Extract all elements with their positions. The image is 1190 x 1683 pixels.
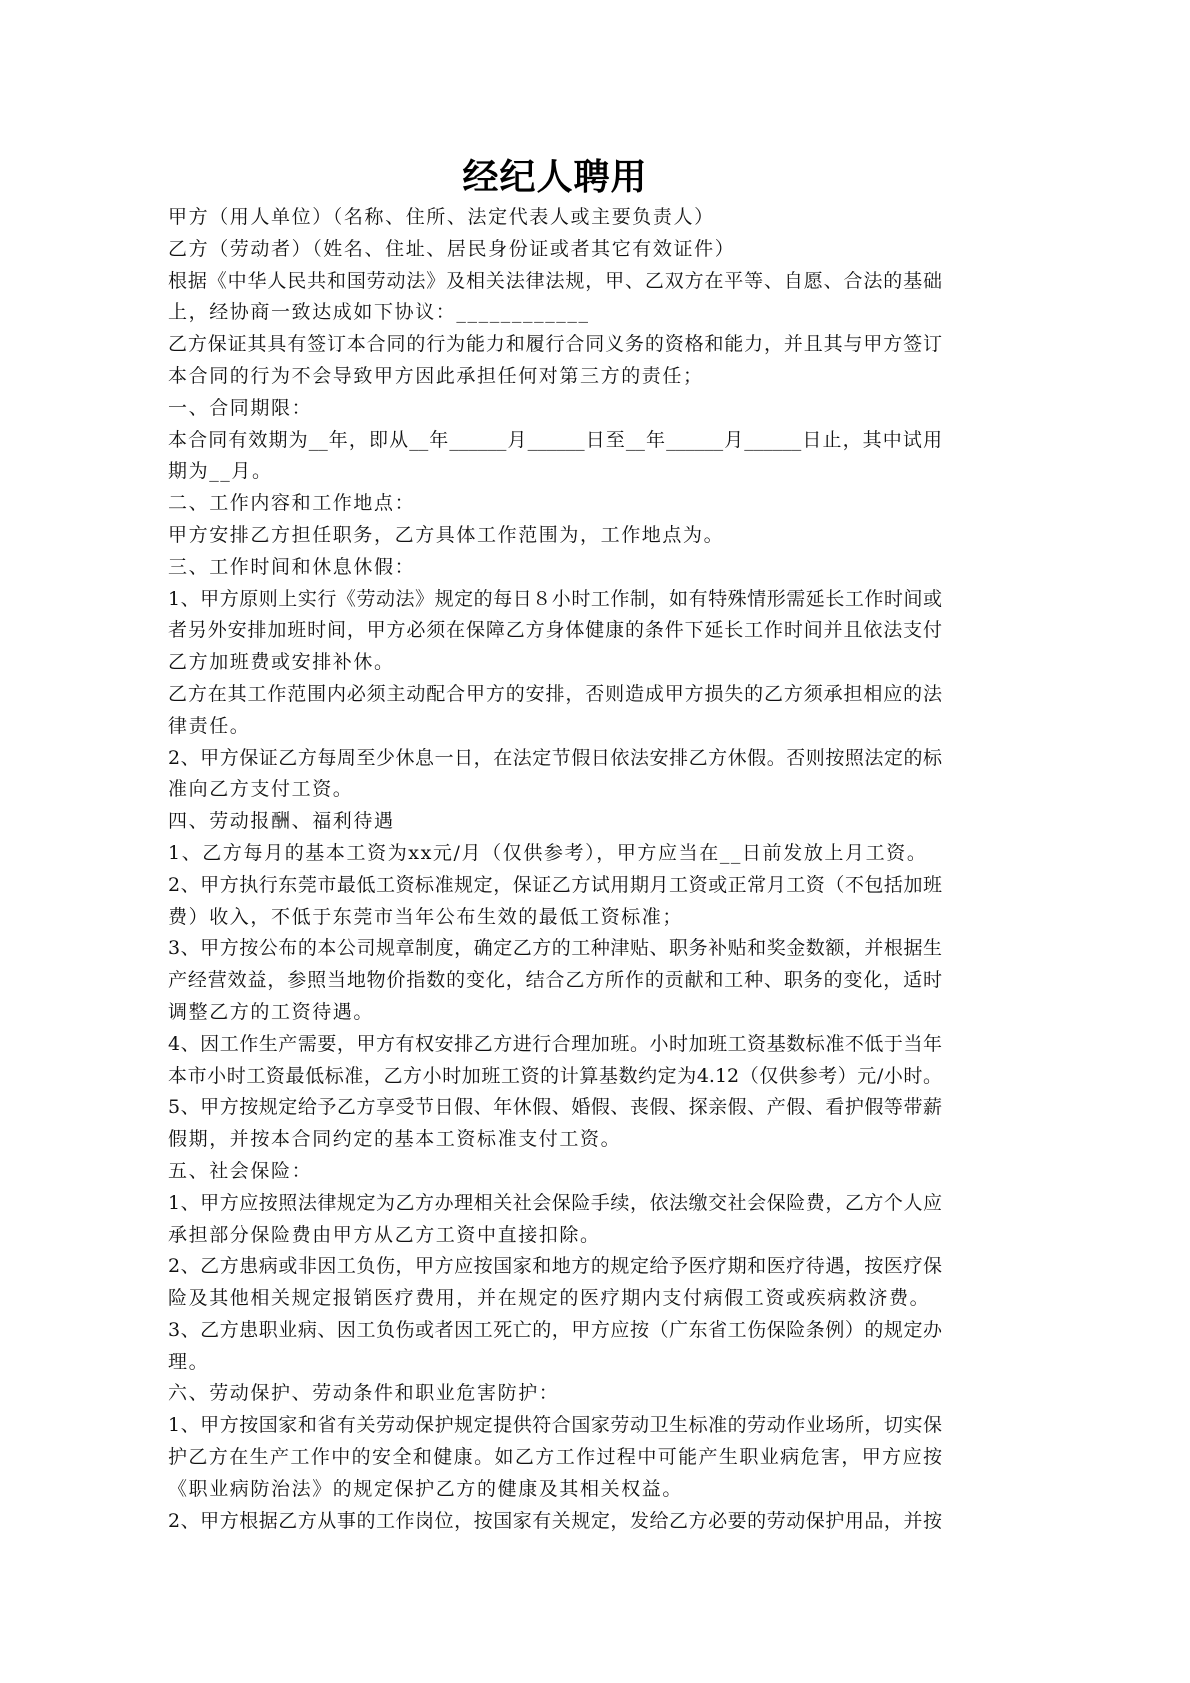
document-line: 二、工作内容和工作地点：	[168, 492, 416, 515]
document-line: 4、因工作生产需要，甲方有权安排乙方进行合理加班。小时加班工资基数标准不低于当年	[168, 1032, 942, 1055]
document-line: 2、乙方患病或非因工负伤，甲方应按国家和地方的规定给予医疗期和医疗待遇，按医疗保	[168, 1255, 942, 1278]
document-line: 调整乙方的工资待遇。	[168, 1000, 375, 1023]
document-line: 律责任。	[168, 714, 251, 737]
document-line: 1、乙方每月的基本工资为xx元/月（仅供参考），甲方应当在__日前发放上月工资。	[168, 841, 928, 864]
document-line: 乙方加班费或安排补休。	[168, 651, 395, 674]
document-line: 四、劳动报酬、福利待遇	[168, 810, 395, 833]
document-line: 乙方保证其具有签订本合同的行为能力和履行合同义务的资格和能力，并且其与甲方签订	[168, 333, 942, 356]
document-line: 五、社会保险：	[168, 1159, 313, 1182]
document-line: 本合同有效期为__年，即从__年______月______日至__年______月______日止，其中试用	[168, 428, 942, 451]
document-line: 险及其他相关规定报销医疗费用，并在规定的医疗期内支付病假工资或疾病救济费。	[168, 1287, 931, 1310]
document-line: 根据《中华人民共和国劳动法》及相关法律法规，甲、乙双方在平等、自愿、合法的基础	[168, 269, 942, 292]
document-line: 甲方安排乙方担任职务，乙方具体工作范围为，工作地点为。	[168, 523, 725, 546]
document-line: 3、甲方按公布的本公司规章制度，确定乙方的工种津贴、职务补贴和奖金数额，并根据生	[168, 937, 942, 960]
document-line: 2、甲方根据乙方从事的工作岗位，按国家有关规定，发给乙方必要的劳动保护用品，并按	[168, 1509, 942, 1532]
document-line: 者另外安排加班时间，甲方必须在保障乙方身体健康的条件下延长工作时间并且依法支付	[168, 619, 942, 642]
document-line: 本市小时工资最低标准，乙方小时加班工资的计算基数约定为4.12（仅供参考）元/小时。	[168, 1064, 942, 1087]
document-line: 期为__月。	[168, 460, 273, 483]
document-line: 一、合同期限：	[168, 396, 313, 419]
document-line: 1、甲方原则上实行《劳动法》规定的每日８小时工作制，如有特殊情形需延长工作时间或	[168, 587, 942, 610]
document-line: 准向乙方支付工资。	[168, 778, 354, 801]
document-line: 2、甲方保证乙方每周至少休息一日，在法定节假日依法安排乙方休假。否则按照法定的标	[168, 746, 942, 769]
document-line: 甲方（用人单位）（名称、住所、法定代表人或主要负责人）	[168, 206, 715, 228]
document-line: 3、乙方患职业病、因工负伤或者因工死亡的，甲方应按（广东省工伤保险条例）的规定办	[168, 1318, 942, 1341]
document-line: 1、甲方应按照法律规定为乙方办理相关社会保险手续，依法缴交社会保险费，乙方个人应	[168, 1191, 942, 1214]
document-line: 《职业病防治法》的规定保护乙方的健康及其相关权益。	[168, 1477, 684, 1500]
document-line: 2、甲方执行东莞市最低工资标准规定，保证乙方试用期月工资或正常月工资（不包括加班	[168, 873, 942, 896]
document-line: 理。	[168, 1350, 210, 1373]
document-line: 三、工作时间和休息休假：	[168, 555, 416, 578]
document-line: 费）收入，不低于东莞市当年公布生效的最低工资标准；	[168, 905, 684, 928]
document-line: 1、甲方按国家和省有关劳动保护规定提供符合国家劳动卫生标准的劳动作业场所，切实保	[168, 1414, 942, 1437]
document-title: 经纪人聘用	[462, 156, 648, 198]
document-line: 乙方在其工作范围内必须主动配合甲方的安排，否则造成甲方损失的乙方须承担相应的法	[168, 682, 942, 705]
document-line: 六、劳动保护、劳动条件和职业危害防护：	[168, 1382, 560, 1405]
document-body	[168, 202, 942, 1537]
document-line: 乙方（劳动者）（姓名、住址、居民身份证或者其它有效证件）	[168, 237, 736, 260]
document-line: 本合同的行为不会导致甲方因此承担任何对第三方的责任；	[168, 364, 704, 387]
document-line: 产经营效益，参照当地物价指数的变化，结合乙方所作的贡献和工种、职务的变化，适时	[168, 969, 942, 992]
document-line: 护乙方在生产工作中的安全和健康。如乙方工作过程中可能产生职业病危害，甲方应按	[168, 1446, 942, 1469]
document-line: 承担部分保险费由甲方从乙方工资中直接扣除。	[168, 1223, 601, 1246]
document-line: 上，经协商一致达成如下协议：____________	[168, 301, 590, 324]
document-line: 5、甲方按规定给予乙方享受节日假、年休假、婚假、丧假、探亲假、产假、看护假等带薪	[168, 1096, 942, 1119]
document-line: 假期，并按本合同约定的基本工资标准支付工资。	[168, 1128, 622, 1151]
